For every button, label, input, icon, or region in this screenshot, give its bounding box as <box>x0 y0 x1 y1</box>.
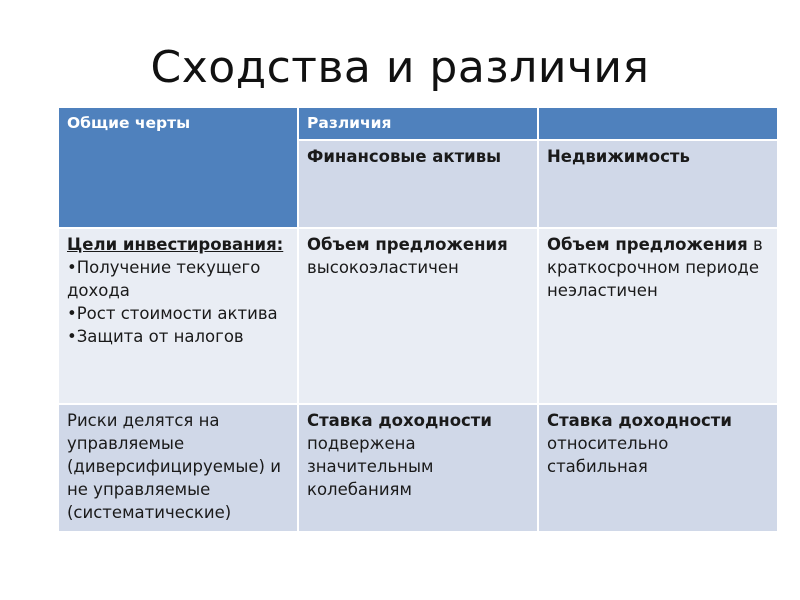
subheader-real-estate: Недвижимость <box>538 140 778 228</box>
realestate-return-text: относительно стабильная <box>547 434 669 476</box>
table-header-row <box>58 107 778 140</box>
slide-title: Сходства и различия <box>150 42 650 93</box>
cell-realestate-supply <box>538 228 778 404</box>
realestate-supply-text: в краткосрочном периоде неэластичен <box>547 235 763 300</box>
cell-financial-supply <box>298 228 538 404</box>
list-item: •Защита от налогов <box>67 327 244 346</box>
investment-goals-heading: Цели инвестирования: <box>67 235 284 254</box>
table-row <box>58 404 778 532</box>
table-row <box>58 228 778 404</box>
header-empty-cell <box>538 107 778 140</box>
cell-investment-goals <box>58 228 298 404</box>
realestate-return-label: Ставка доходности <box>547 411 732 430</box>
realestate-supply-label: Объем предложения <box>547 235 748 254</box>
comparison-table <box>57 106 779 533</box>
cell-risks: Риски делятся на управляемые (диверсифицируемые) и не управляемые (систематические) <box>58 404 298 532</box>
cell-financial-return <box>298 404 538 532</box>
financial-return-label: Ставка доходности <box>307 411 492 430</box>
financial-return-text: подвержена значительным колебаниям <box>307 434 434 499</box>
financial-supply-text: высокоэластичен <box>307 258 459 277</box>
header-differences: Различия <box>298 107 538 140</box>
subheader-financial-assets: Финансовые активы <box>298 140 538 228</box>
list-item: •Получение текущего дохода <box>67 258 261 300</box>
financial-supply-label: Объем предложения <box>307 235 508 254</box>
header-common-features: Общие черты <box>58 107 298 228</box>
cell-realestate-return <box>538 404 778 532</box>
list-item: •Рост стоимости актива <box>67 304 278 323</box>
